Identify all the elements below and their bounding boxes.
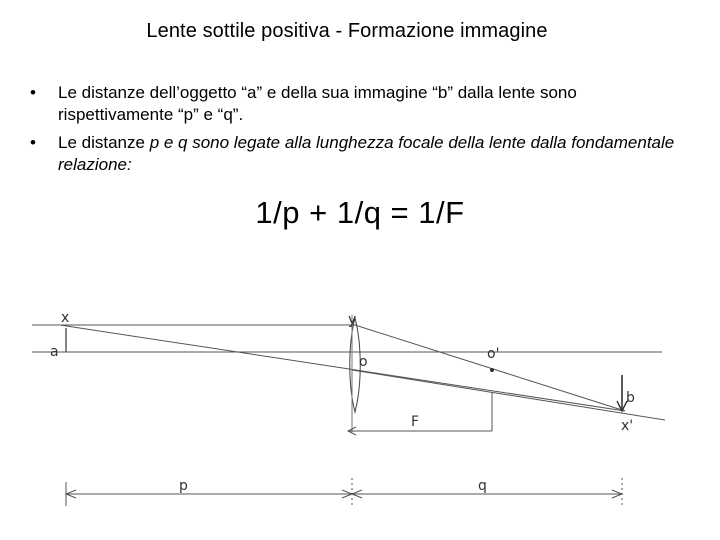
label-image: b [626,390,635,406]
label-image-distance: q [478,478,487,494]
label-lens-center: o [359,354,368,370]
bullet-text-prefix: Le distanze [58,133,150,152]
bullet-list [30,82,690,182]
ray-extension [352,370,665,420]
label-object-distance: p [179,478,188,494]
ray-through-center [60,325,625,411]
label-focus: o' [487,346,500,362]
focus-point [490,368,494,372]
bullet-text: Le distanze dell’oggetto “a” e della sua immagine “b” dalla lente sono rispettivamente “p” e “q”. [58,83,577,124]
label-object-top: x [61,310,70,326]
bullet-item [30,82,690,126]
label-object: a [50,344,59,360]
label-image-tip: x' [621,418,634,434]
slide-title: Lente sottile positiva - Formazione immagine [146,20,548,42]
bullet-item [30,132,690,176]
lens-formula: 1/p + 1/q = 1/F [255,195,465,230]
bullet-dot: • [30,133,36,152]
bullet-text-italic: p e q sono legate alla lunghezza focale della lente dalla fondamentale relazione: [58,133,675,174]
label-lens-top: y [348,312,357,328]
bullet-dot: • [30,83,36,102]
label-focal-length: F [411,414,420,430]
ray-through-focus [355,325,625,411]
thin-lens-diagram [0,300,720,530]
